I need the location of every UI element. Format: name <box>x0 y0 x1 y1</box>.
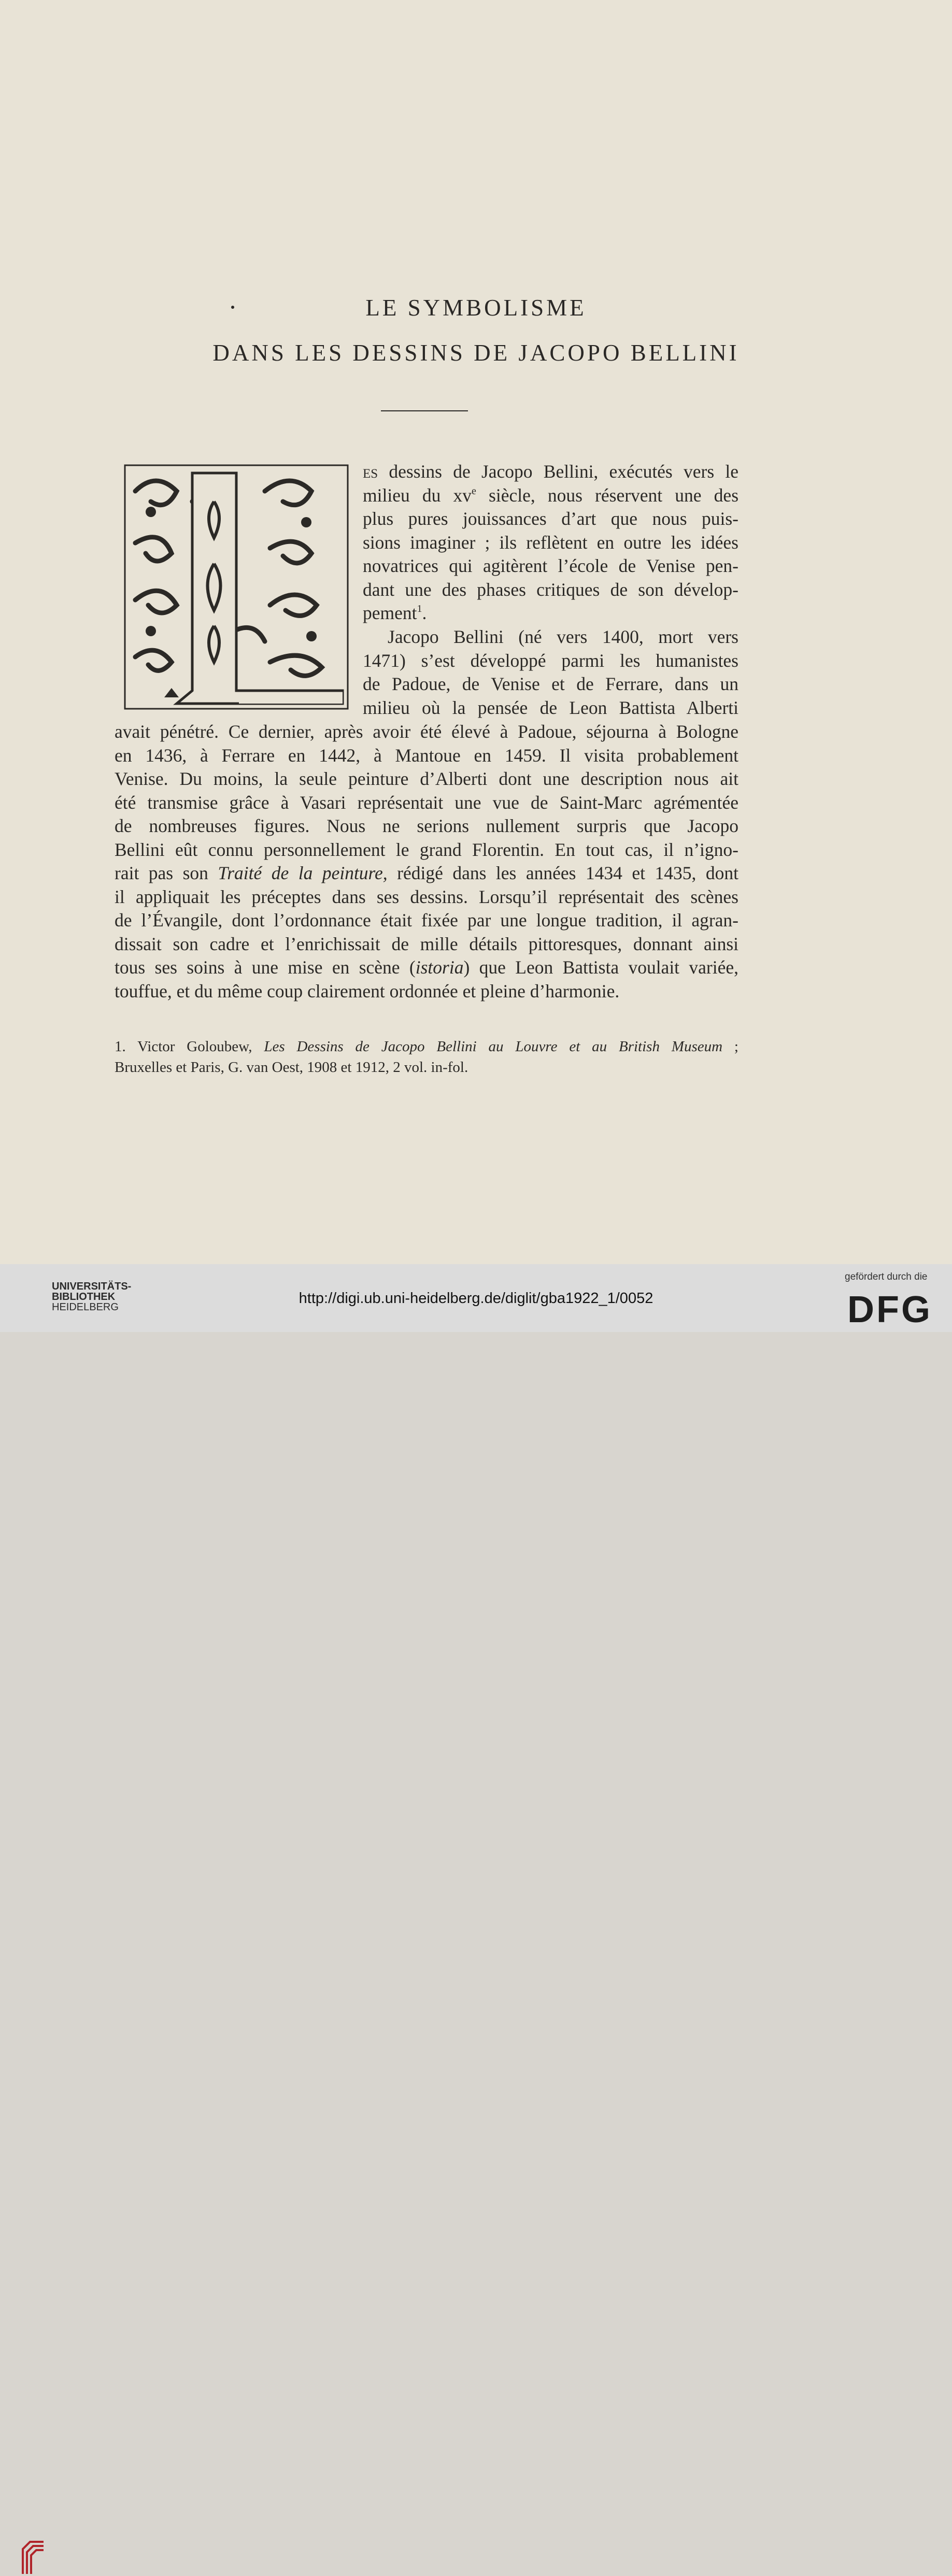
text-line: de l’Évangile, dont l’ordonnance était fixée par une longue tradition, il agran- <box>115 910 738 931</box>
text-line: 1471) s’est développé parmi les humanistes <box>363 650 738 671</box>
footnote-line <box>115 1036 738 1057</box>
text-fragment: ; <box>722 1038 738 1055</box>
text-line: Bellini eût connu personnellement le grand Florentin. En tout cas, il n’igno- <box>115 839 738 860</box>
paragraph-2-wrapped <box>363 625 738 720</box>
text-fragment: pement <box>363 603 417 623</box>
article-title-line2: DANS LES DESSINS DE JACOPO BELLINI <box>212 340 740 366</box>
text-fragment: siècle, nous réservent une des <box>476 484 739 506</box>
text-line <box>115 956 738 980</box>
text-line: novatrices qui agitèrent l’école de Venise pen- <box>363 555 738 576</box>
text-line: il appliquait les préceptes dans ses dessins. Lorsqu’il représentait des scènes <box>115 886 738 907</box>
text-fragment: dessins de Jacopo Bellini, exécutés vers le <box>378 461 738 482</box>
text-line: avait pénétré. Ce dernier, après avoir été élevé à Padoue, séjourna à Bologne <box>115 721 738 742</box>
library-name-line: HEIDELBERG <box>52 1301 119 1313</box>
footnote-reference[interactable]: 1 <box>417 603 422 614</box>
text-line: été transmise grâce à Vasari représentait une vue de Saint-Marc agrémentée <box>115 792 738 813</box>
text-line: Jacopo Bellini (né vers 1400, mort vers <box>388 626 738 647</box>
text-fragment: tous ses soins à une mise en scène ( <box>115 957 416 978</box>
permalink-url[interactable]: http://digi.ub.uni-heidelberg.de/diglit/gba1922_1/0052 <box>299 1290 653 1307</box>
text-line: de nombreuses figures. Nous ne serions nullement surpris que Jacopo <box>115 815 738 836</box>
text-fragment: . <box>422 603 427 623</box>
university-library-logo-icon[interactable] <box>21 2540 46 2576</box>
dfg-logo[interactable]: DFG <box>847 1289 932 1330</box>
italic-title: Traité de la peinture, <box>218 863 388 883</box>
text-line: plus pures jouissances d’art que nous puis- <box>363 508 738 529</box>
ornamental-initial-l-icon <box>115 460 358 714</box>
library-name-line: BIBLIOTHEK <box>52 1291 116 1303</box>
text-fragment: rait pas son <box>115 863 218 883</box>
small-caps-lead: es <box>363 461 378 482</box>
text-fragment: ) que Leon Battista voulait variée, <box>463 957 738 978</box>
text-line: sions imaginer ; ils reflètent en outre les idées <box>363 532 738 553</box>
text-line: Venise. Du moins, la seule peinture d’Alberti dont une description nous ait <box>115 768 738 789</box>
text-line: milieu où la pensée de Leon Battista Alberti <box>363 697 738 718</box>
text-line <box>363 602 738 625</box>
text-line: dissait son cadre et l’enrichissait de mille détails pittoresques, donnant ainsi <box>115 933 738 954</box>
funding-note: gefördert durch die <box>845 1271 928 1282</box>
stray-ink-dot <box>231 306 234 309</box>
paragraph-1 <box>363 460 738 625</box>
text-line <box>115 862 738 885</box>
text-line: dant une des phases critiques de son dévelop- <box>363 579 738 600</box>
text-line: en 1436, à Ferrare en 1442, à Mantoue en 1459. Il visita probablement <box>115 745 738 766</box>
footnote <box>115 1036 738 1078</box>
scanned-page <box>0 0 952 1264</box>
text-fragment: rédigé dans les années 1434 et 1435, dont <box>387 863 738 883</box>
text-line: de Padoue, de Venise et de Ferrare, dans un <box>363 674 738 694</box>
library-name-line: UNIVERSITÄTS- <box>52 1281 132 1292</box>
century-superscript: e <box>472 485 476 497</box>
text-line: touffue, et du même coup clairement ordonnée et pleine d’harmonie. <box>115 980 620 1001</box>
text-line <box>363 460 738 484</box>
text-fragment: 1. Victor Goloubew, <box>115 1038 264 1055</box>
footnote-line: Bruxelles et Paris, G. van Oest, 1908 et 1912, 2 vol. in-fol. <box>115 1059 468 1076</box>
italic-term: istoria <box>415 957 464 978</box>
paragraph-2-continued <box>115 720 738 1003</box>
title-rule <box>381 410 468 411</box>
italic-title: Les Dessins de Jacopo Bellini au Louvre et au British Museum <box>264 1038 723 1055</box>
text-fragment: milieu du xv <box>363 484 472 506</box>
article-title-line1: LE SYMBOLISME <box>365 295 587 321</box>
text-line <box>363 484 738 508</box>
